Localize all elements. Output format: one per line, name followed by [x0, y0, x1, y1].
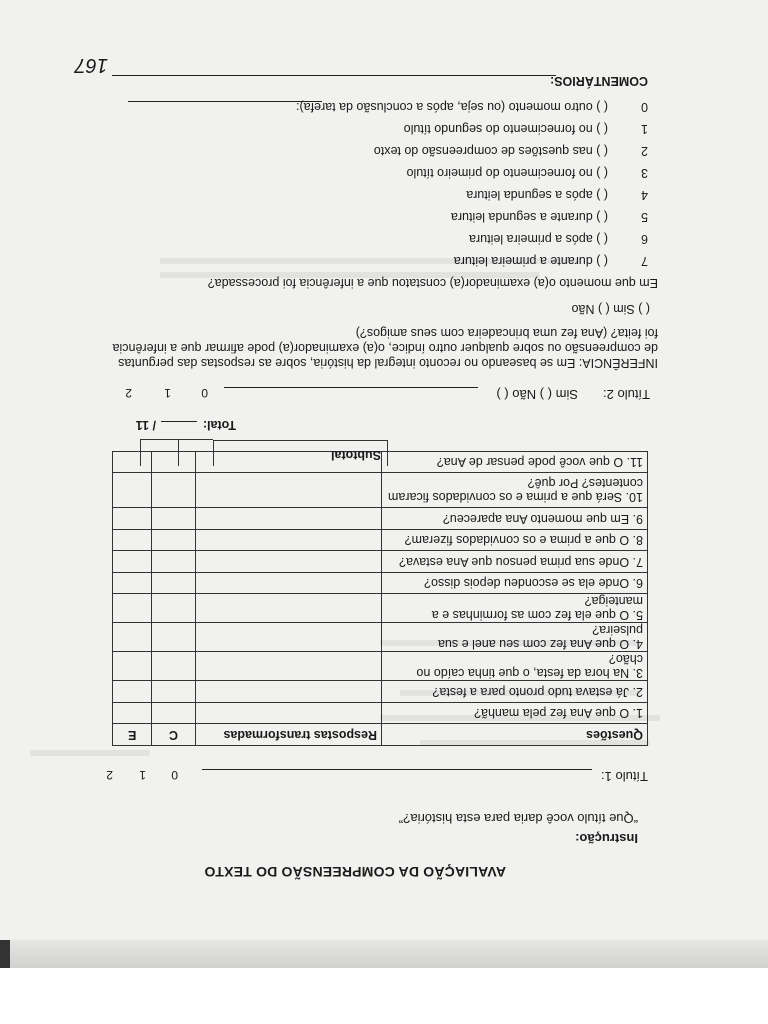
other-moment-line[interactable] [128, 101, 322, 102]
answer-cell[interactable] [195, 473, 381, 508]
moment-number: 4 [641, 188, 648, 202]
question-5: 5. O que ela fez com as forminhas e a manteiga? [382, 594, 648, 623]
header-c: C [152, 724, 195, 746]
moment-text: ( ) no fornecimento do primeiro título [406, 166, 608, 180]
total-label: Total: [202, 418, 236, 432]
moment-number: 2 [641, 144, 648, 158]
title1-answer-line [202, 769, 592, 770]
table-header-row [113, 724, 648, 746]
comments-line[interactable] [112, 75, 556, 76]
inference-text: INFERÊNCIA: Em se baseando no reconto integral da história, sobre as respostas das perguntas de compreensão ou sobre qualquer outro índice, o(a) examinador(a) pode afirmar que a inferência foi feita? (Ana fez uma brincadeira com seus amigos?) [112, 326, 658, 370]
answer-cell[interactable] [195, 573, 381, 595]
instruction-label: Instrução: [575, 831, 638, 846]
answer-cell[interactable] [195, 623, 381, 652]
table-row [113, 594, 648, 623]
total-value: / 11 [135, 418, 156, 432]
c-cell[interactable] [152, 681, 195, 703]
title1-label: Título 1: [601, 769, 648, 784]
moment-text: ( ) após a segunda leitura [466, 188, 608, 202]
moment-item[interactable] [407, 166, 648, 180]
header-answers: Respostas transformadas [195, 724, 381, 746]
inference-options: ( ) Sim ( ) Não [571, 302, 650, 316]
subtotal-boxes[interactable] [140, 439, 213, 466]
c-cell[interactable] [152, 573, 195, 595]
e-cell[interactable] [113, 508, 152, 530]
total-blank[interactable] [161, 421, 197, 422]
c-cell[interactable] [152, 623, 195, 652]
e-cell[interactable] [113, 703, 152, 725]
moment-number: 3 [641, 166, 648, 180]
answer-cell[interactable] [195, 652, 381, 681]
title2-options: Sim ( ) Não ( ) [496, 387, 578, 402]
title1-score-0: 0 [171, 768, 178, 782]
question-9: 9. Em que momento Ana apareceu? [382, 508, 648, 530]
c-cell[interactable] [152, 530, 195, 552]
moment-number: 0 [641, 100, 648, 114]
subtotal-divider [178, 440, 179, 466]
answer-cell[interactable] [195, 530, 381, 552]
moment-text: ( ) durante a primeira leitura [453, 254, 608, 268]
e-cell[interactable] [113, 623, 152, 652]
questions-table [112, 451, 648, 746]
question-1: 1. O que Ana fez pela manhã? [382, 703, 648, 725]
moment-text: ( ) nas questões de compreensão do texto [373, 144, 608, 158]
moment-item[interactable] [296, 100, 648, 114]
subtotal-label: Subtotal [213, 440, 388, 466]
table-row [113, 530, 648, 552]
table-row [113, 508, 648, 530]
question-7: 7. Onde sua prima pensou que Ana estava? [382, 551, 648, 573]
scanner-edge-mark [0, 940, 10, 970]
title2-score-1: 1 [164, 386, 171, 400]
moment-text: ( ) após a primeira leitura [469, 232, 608, 246]
title2-answer-line [224, 387, 478, 388]
c-cell[interactable] [152, 551, 195, 573]
question-2: 2. Já estava tudo pronto para a festa? [382, 681, 648, 703]
table-row [113, 573, 648, 595]
title2-score-2: 2 [125, 386, 132, 400]
scan-margin [0, 968, 768, 1024]
page-number: 167 [74, 54, 108, 76]
e-cell[interactable] [113, 551, 152, 573]
e-cell[interactable] [113, 573, 152, 595]
table-row [113, 473, 648, 508]
header-questions: Questões [382, 724, 648, 746]
moment-text: ( ) no fornecimento do segundo título [403, 122, 608, 136]
title1-score-1: 1 [139, 768, 146, 782]
c-cell[interactable] [152, 473, 195, 508]
e-cell[interactable] [113, 594, 152, 623]
moment-question: Em que momento o(a) examinador(a) constatou que a inferência foi processada? [207, 276, 658, 290]
moment-item[interactable] [466, 188, 648, 202]
answer-cell[interactable] [195, 703, 381, 725]
moment-number: 1 [641, 122, 648, 136]
question-8: 8. O que a prima e os convidados fizeram? [382, 530, 648, 552]
title2-label: Título 2: [603, 387, 650, 402]
page-edge-shadow [0, 940, 768, 970]
instruction-text: “Que título você daria para esta história?” [398, 811, 638, 826]
moment-number: 7 [641, 254, 648, 268]
question-11: 11. O que você pode pensar de Ana? [382, 452, 648, 474]
question-10: 10. Será que a prima e os convidados ficaram contentes? Por quê? [382, 473, 648, 508]
c-cell[interactable] [152, 703, 195, 725]
e-cell[interactable] [113, 530, 152, 552]
question-4: 4. O que Ana fez com seu anel e sua pulseira? [382, 623, 648, 652]
e-cell[interactable] [113, 681, 152, 703]
moment-number: 6 [641, 232, 648, 246]
moment-item[interactable] [404, 122, 648, 136]
comments-label: COMENTÁRIOS: [550, 74, 648, 88]
answer-cell[interactable] [195, 508, 381, 530]
table-row [113, 551, 648, 573]
header-e: E [113, 724, 152, 746]
table-row [113, 623, 648, 652]
title2-score-0: 0 [201, 386, 208, 400]
answer-cell[interactable] [195, 551, 381, 573]
moment-item[interactable] [451, 210, 648, 224]
c-cell[interactable] [152, 508, 195, 530]
moment-number: 5 [641, 210, 648, 224]
title1-score-2: 2 [106, 768, 113, 782]
table-row [113, 681, 648, 703]
c-cell[interactable] [152, 594, 195, 623]
question-3: 3. Na hora da festa, o que tinha caído no chão? [382, 652, 648, 681]
moment-text: ( ) durante a segunda leitura [450, 210, 608, 224]
table-row [113, 652, 648, 681]
moment-text: ( ) outro momento (ou seja, após a conclusão da tarefa): [296, 100, 608, 114]
moment-item[interactable] [374, 144, 648, 158]
answer-cell[interactable] [195, 594, 381, 623]
e-cell[interactable] [113, 473, 152, 508]
answer-cell[interactable] [195, 681, 381, 703]
moment-item[interactable] [454, 254, 648, 268]
document-title: AVALIAÇÃO DA COMPREENSÃO DO TEXTO [204, 864, 506, 880]
c-cell[interactable] [152, 652, 195, 681]
e-cell[interactable] [113, 652, 152, 681]
moment-item[interactable] [469, 232, 648, 246]
question-6: 6. Onde ela se escondeu depois disso? [382, 573, 648, 595]
table-row [113, 703, 648, 725]
total-line [136, 418, 236, 432]
